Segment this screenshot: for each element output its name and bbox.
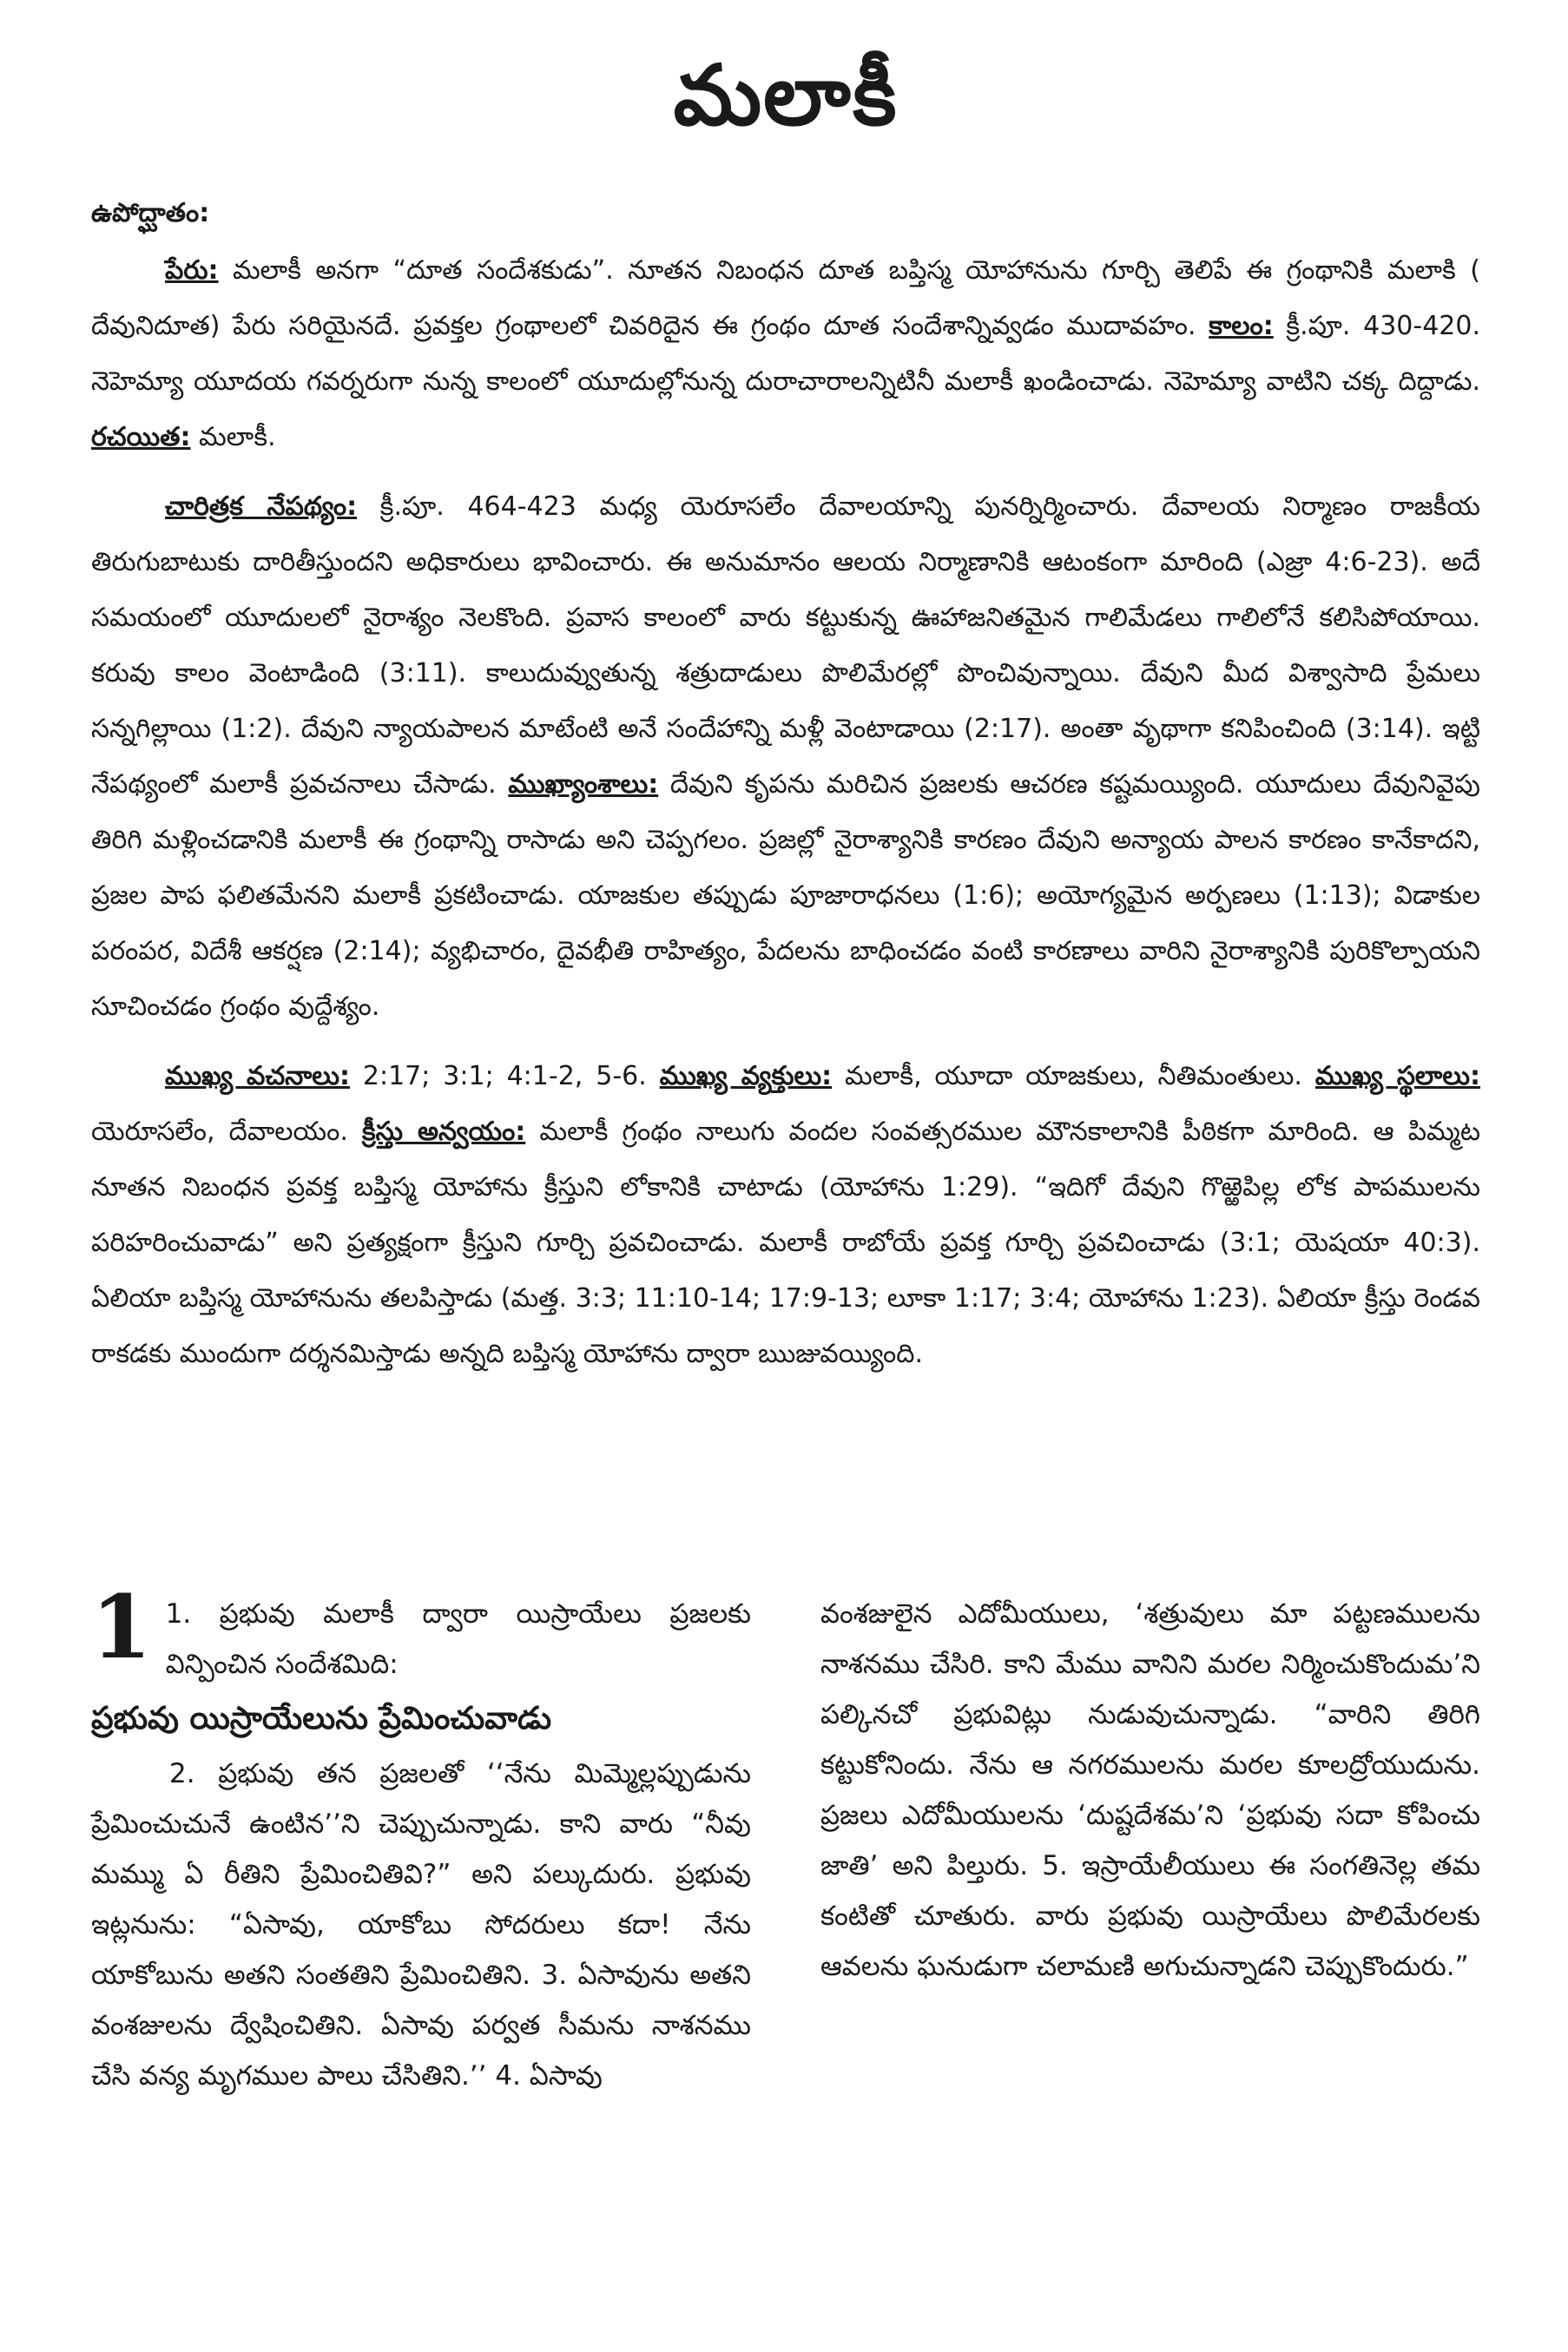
- field-text: మలాకీ గ్రంథం నాలుగు వందల సంవత్సరముల మౌనకాలానికి పీఠికగా మారింది. ఆ పిమ్మట నూతన నిబంధన ప్రవక్త బప్తిస్మ యోహాను క్రీస్తుని లోకానికి చాటాడు (యోహాను 1:29). “ఇదిగో దేవుని గొఱ్ఱెపిల్ల లోక పాపములను పరిహరించువాడు” అని ప్రత్యక్షంగా క్రీస్తుని గూర్చి ప్రవచించాడు. మలాకీ రాబోయే ప్రవక్త గూర్చి ప్రవచించాడు (3:1; యెషయా 40:3). ఏలియా బప్తిస్మ యోహానును తలపిస్తాడు (మత్త. 3:3; 11:10-14; 17:9-13; లూకా 1:17; 3:4; యోహాను 1:23). ఏలియా క్రీస్తు రెండవ రాకడకు ముందుగా దర్శనమిస్తాడు అన్నది బప్తిస్మ యోహాను ద్వారా ఋజువయ్యింది.: [91, 1117, 1480, 1369]
- field-label: పేరు:: [165, 255, 219, 286]
- intro-paragraph: [91, 1049, 1480, 1382]
- field-label: చారిత్రక నేపథ్యం:: [165, 491, 358, 522]
- field-label: కాలం:: [1209, 311, 1274, 341]
- intro-paragraph: [91, 479, 1480, 1035]
- field-text: యెరూసలేం, దేవాలయం.: [91, 1117, 362, 1147]
- field-label: క్రీస్తు అన్వయం:: [361, 1117, 526, 1147]
- intro-heading: ఉపోద్ఘాతం:: [91, 198, 210, 228]
- field-text: మలాకీ అనగా “దూత సందేశకుడు”. నూతన నిబంధన దూత బప్తిస్మ యోహానును గూర్చి తెలిపే ఈ గ్రంథానికి మలాకి ( దేవునిదూత) పేరు సరియైనదే. ప్రవక్తల గ్రంథాలలో చివరిదైన ఈ గ్రంథం దూత సందేశాన్నివ్వడం ముదావహం.: [91, 255, 1480, 341]
- left-column-text: 2. ప్రభువు తన ప్రజలతో ‘‘నేను మిమ్మెల్లప్పుడును ప్రేమించుచునే ఉంటిన’’ని చెప్పుచున్నాడు. కాని వారు “నీవు మమ్ము ఏ రీతిని ప్రేమించితివి?” అని పల్కుదురు. ప్రభువు ఇట్లనును: “ఏసావు, యాకోబు సోదరులు కదా! నేను యాకోబును అతని సంతతిని ప్రేమించితిని. 3. ఏసావును అతని వంశజులను ద్వేషించితిని. ఏసావు పర్వత సీమను నాశనము చేసి వన్య మృగముల పాలు చేసితిని.’’ 4. ఏసావు: [91, 1758, 751, 2092]
- field-label: ముఖ్య వ్యక్తులు:: [659, 1061, 833, 1091]
- field-label: రచయిత:: [91, 422, 191, 452]
- left-column: [91, 1576, 751, 2101]
- field-text: మలాకీ, యూదా యాజకులు, నీతిమంతులు.: [832, 1061, 1315, 1091]
- field-text: దేవుని కృపను మరిచిన ప్రజలకు ఆచరణ కష్టమయ్యింది. యూదులు దేవునివైపు తిరిగి మళ్లించడానికి మలాకీ ఈ గ్రంథాన్ని రాసాడు అని చెప్పగలం. ప్రజల్లో నైరాశ్యానికి కారణం దేవుని అన్యాయ పాలన కారణం కానేకాదని, ప్రజల పాప ఫలితమేనని మలాకీ ప్రకటించాడు. యాజకుల తప్పుడు పూజారాధనలు (1:6); అయోగ్యమైన అర్పణలు (1:13); విడాకుల పరంపర, విదేశీ ఆకర్షణ (2:14); వ్యభిచారం, దైవభీతి రాహిత్యం, పేదలను బాధించడం వంటి కారణాలు వారిని నైరాశ్యానికి పురికొల్పాయని సూచించడం గ్రంథం వుద్దేశ్యం.: [91, 769, 1480, 1022]
- intro-paragraphs: [91, 243, 1480, 1382]
- chapter-columns: [91, 1576, 1480, 2101]
- section-heading: ప్రభువు యిస్రాయేలును ప్రేమించువాడు: [91, 1701, 552, 1736]
- field-label: ముఖ్యాంశాలు:: [508, 769, 659, 800]
- chapter-number: 1: [91, 1576, 152, 1678]
- field-text: క్రీ.పూ. 430-420. నెహెమ్యా యూదయ గవర్నరుగా నున్న కాలంలో యూదుల్లోనున్న దురాచారాలన్నిటినీ మలాకీ ఖండించాడు. నెహెమ్యా వాటిని చక్క దిద్దాడు.: [91, 311, 1480, 397]
- field-text: క్రీ.పూ. 464-423 మధ్య యెరూసలేం దేవాలయాన్ని పునర్నిర్మించారు. దేవాలయ నిర్మాణం రాజకీయ తిరుగుబాటుకు దారితీస్తుందని అధికారులు భావించారు. ఈ అనుమానం ఆలయ నిర్మాణానికి ఆటంకంగా మారింది (ఎజ్రా 4:6-23). అదే సమయంలో యూదులలో నైరాశ్యం నెలకొంది. ప్రవాస కాలంలో వారు కట్టుకున్న ఊహాజనితమైన గాలిమేడలు గాలిలోనే కలిసిపోయాయి. కరువు కాలం వెంటాడింది (3:11). కాలుదువ్వుతున్న శత్రుదాడులు పొలిమేరల్లో పొంచివున్నాయి. దేవుని మీద విశ్వాసాది ప్రేమలు సన్నగిల్లాయి (1:2). దేవుని న్యాయపాలన మాటేంటి అనే సందేహాన్ని మళ్లీ వెంటాడాయి (2:17). అంతా వృథాగా కనిపించింది (3:14). ఇట్టి నేపథ్యంలో మలాకీ ప్రవచనాలు చేసాడు.: [91, 491, 1480, 800]
- book-title: మలాకీ: [673, 47, 899, 144]
- right-column-text: వంశజులైన ఎదోమీయులు, ‘శత్రువులు మా పట్టణములను నాశనము చేసిరి. కాని మేము వానిని మరల నిర్మించుకొందుమ’ని పల్కినచో ప్రభువిట్లు నుడువుచున్నాడు. “వారిని తిరిగి కట్టుకోనిందు. నేను ఆ నగరములను మరల కూలద్రోయుదును. ప్రజలు ఎదోమీయులను ‘దుష్టదేశమ’ని ‘ప్రభువు సదా కోపించు జాతి’ అని పిల్తురు. 5. ఇస్రాయేలీయులు ఈ సంగతినెల్ల తమ కంటితో చూతురు. వారు ప్రభువు యిస్రాయేలు పొలిమేరలకు ఆవలను ఘనుడుగా చలామణి అగుచున్నాడని చెప్పుకొందురు.”: [820, 1598, 1480, 1982]
- intro-paragraph: [91, 243, 1480, 465]
- field-label: ముఖ్య స్థలాలు:: [1314, 1061, 1480, 1091]
- field-label: ముఖ్య వచనాలు:: [165, 1061, 350, 1091]
- field-text: 2:17; 3:1; 4:1-2, 5-6.: [349, 1061, 660, 1091]
- document-page: [91, 35, 1480, 1396]
- field-text: మలాకీ.: [190, 422, 276, 452]
- introduction: [91, 186, 1480, 1382]
- right-column: [820, 1589, 1480, 2101]
- chapter-opening: 1. ప్రభువు మలాకీ ద్వారా యిస్రాయేలు ప్రజలకు విన్పించిన సందేశమిది:: [165, 1598, 751, 1680]
